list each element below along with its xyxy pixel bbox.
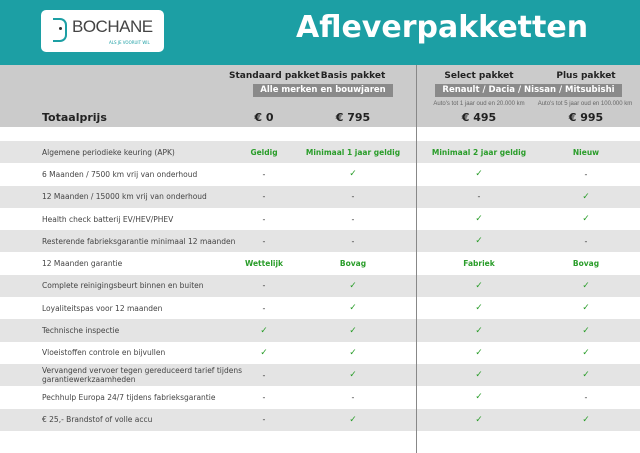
check-icon: ✓ — [475, 325, 483, 336]
feature-value: Wettelijk — [244, 259, 284, 269]
not-included: - — [262, 415, 266, 425]
logo-text: BOCHANE — [72, 17, 153, 36]
price-plus: € 995 — [568, 111, 604, 124]
not-included: - — [477, 192, 481, 202]
not-included: - — [262, 214, 266, 224]
check-icon: ✓ — [582, 370, 590, 381]
table-row — [0, 275, 640, 297]
check-icon: ✓ — [582, 347, 590, 358]
table-row — [0, 342, 640, 364]
package-name-plus: Plus pakket — [556, 71, 616, 81]
group-all-brands: Alle merken en bouwjaren — [253, 84, 393, 97]
feature-label: Technische inspectie — [42, 326, 120, 336]
feature-value: Bovag — [339, 259, 367, 269]
table-row — [0, 141, 640, 163]
not-included: - — [584, 236, 588, 246]
check-icon: ✓ — [582, 325, 590, 336]
feature-label: Algemene periodieke keuring (APK) — [42, 147, 175, 157]
feature-label: 12 Maanden / 15000 km vrij van onderhoud — [42, 192, 207, 202]
feature-value: Minimaal 1 jaar geldig — [305, 147, 401, 157]
check-icon: ✓ — [475, 370, 483, 381]
check-icon: ✓ — [582, 280, 590, 291]
price-standaard: € 0 — [254, 111, 274, 124]
not-included: - — [262, 236, 266, 246]
feature-value: Geldig — [250, 147, 278, 157]
not-included: - — [262, 370, 266, 380]
check-icon: ✓ — [475, 414, 483, 425]
check-icon: ✓ — [582, 414, 590, 425]
price-basis: € 795 — [335, 111, 371, 124]
plus-note: Auto's tot 5 jaar oud en 100.000 km — [537, 101, 633, 107]
package-name-basis: Basis pakket — [320, 71, 386, 81]
feature-label: Vervangend vervoer tegen gereduceerd tarief tijdens garantiewerkzaamheden — [42, 366, 242, 385]
check-icon: ✓ — [475, 280, 483, 291]
package-name-standaard: Standaard pakket — [229, 71, 320, 81]
feature-label: 6 Maanden / 7500 km vrij van onderhoud — [42, 169, 198, 179]
check-icon: ✓ — [349, 169, 357, 180]
feature-label: Loyaliteitspas voor 12 maanden — [42, 303, 163, 313]
check-icon: ✓ — [349, 370, 357, 381]
not-included: - — [262, 392, 266, 402]
divider — [416, 65, 417, 453]
check-icon: ✓ — [475, 214, 483, 225]
not-included: - — [351, 214, 355, 224]
check-icon: ✓ — [349, 414, 357, 425]
check-icon: ✓ — [582, 214, 590, 225]
package-name-select: Select pakket — [444, 71, 514, 81]
table-row — [0, 252, 640, 274]
not-included: - — [262, 303, 266, 313]
table-row — [0, 319, 640, 341]
not-included: - — [262, 192, 266, 202]
table-row — [0, 186, 640, 208]
not-included: - — [584, 392, 588, 402]
check-icon: ✓ — [349, 325, 357, 336]
check-icon: ✓ — [349, 347, 357, 358]
feature-label: Health check batterij EV/HEV/PHEV — [42, 214, 174, 224]
table-row — [0, 297, 640, 319]
not-included: - — [351, 392, 355, 402]
feature-label: 12 Maanden garantie — [42, 259, 123, 269]
not-included: - — [351, 236, 355, 246]
select-note: Auto's tot 1 jaar oud en 20.000 km — [433, 101, 525, 107]
header — [0, 0, 640, 65]
group-renault: Renault / Dacia / Nissan / Mitsubishi — [435, 84, 622, 97]
check-icon: ✓ — [582, 191, 590, 202]
table-row — [0, 208, 640, 230]
feature-value: Minimaal 2 jaar geldig — [431, 147, 527, 157]
total-label: Totaalprijs — [42, 111, 107, 124]
feature-label: Pechhulp Europa 24/7 tijdens fabrieksgarantie — [42, 392, 216, 402]
check-icon: ✓ — [349, 280, 357, 291]
table-row — [0, 386, 640, 408]
feature-label: Resterende fabrieksgarantie minimaal 12 maanden — [42, 236, 236, 246]
check-icon: ✓ — [475, 347, 483, 358]
check-icon: ✓ — [582, 303, 590, 314]
feature-label: Vloeistoffen controle en bijvullen — [42, 348, 166, 358]
bochane-logo — [41, 10, 164, 52]
table-row — [0, 230, 640, 252]
not-included: - — [262, 169, 266, 179]
page-title: Afleverpakketten — [296, 10, 589, 45]
check-icon: ✓ — [475, 392, 483, 403]
feature-label: Complete reinigingsbeurt binnen en buiten — [42, 281, 204, 291]
table-row — [0, 409, 640, 431]
feature-label: € 25,- Brandstof of volle accu — [42, 415, 153, 425]
feature-value: Nieuw — [572, 147, 600, 157]
feature-value: Bovag — [572, 259, 600, 269]
price-select: € 495 — [461, 111, 497, 124]
logo-mark-icon — [53, 18, 67, 42]
check-icon: ✓ — [475, 236, 483, 247]
check-icon: ✓ — [260, 347, 268, 358]
feature-table — [0, 141, 640, 431]
table-row — [0, 163, 640, 185]
check-icon: ✓ — [260, 325, 268, 336]
not-included: - — [351, 192, 355, 202]
check-icon: ✓ — [475, 169, 483, 180]
check-icon: ✓ — [349, 303, 357, 314]
logo-tagline: ALS JE VOORUIT WIL — [109, 40, 150, 45]
check-icon: ✓ — [475, 303, 483, 314]
table-row — [0, 364, 640, 386]
feature-value: Fabriek — [463, 259, 495, 269]
not-included: - — [262, 281, 266, 291]
not-included: - — [584, 169, 588, 179]
